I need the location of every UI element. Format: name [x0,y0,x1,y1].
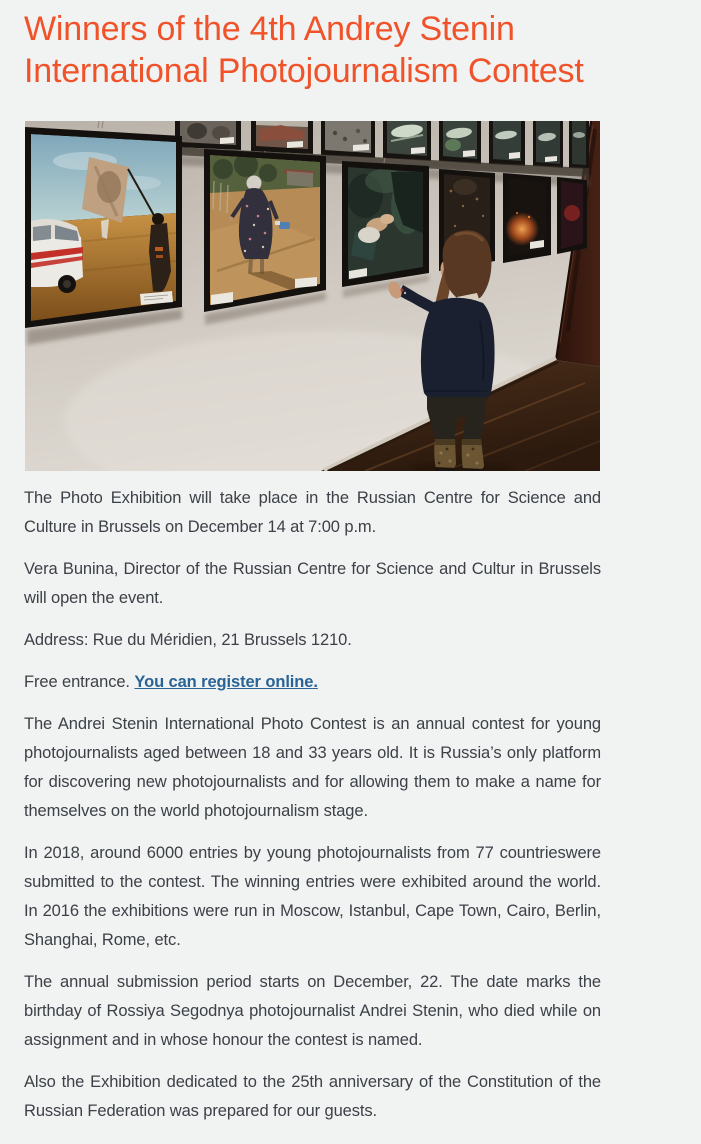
article-body [24,484,601,1126]
paragraph-address: Address: Rue du Méridien, 21 Brussels 1210. [24,631,352,649]
paragraph-opening: Vera Bunina, Director of the Russian Centre for Science and Cultur in Brussels will open the event. [24,560,601,607]
framed-photo-ambulance-field [25,127,182,328]
paragraph-contest-about: The Andrei Stenin International Photo Contest is an annual contest for young photojournalists aged between 18 and 33 years old. It is Russia’s only platform for discovering new photojournalists and for allowing them to make a name for themselves on the world photojournalism stage. [24,715,601,820]
paragraph-submission-period: The annual submission period starts on December, 22. The date marks the birthday of Rossiya Segodnya photojournalist Andrei Stenin, who died while on assignment and in whose honour the contest is named. [24,973,601,1049]
gallery-exhibition-scene [24,121,601,471]
paragraph-constitution: Also the Exhibition dedicated to the 25th anniversary of the Constitution of the Russian Federation was prepared for our guests. [24,1073,601,1120]
paragraph-entries: In 2018, around 6000 entries by young photojournalists from 77 countrieswere submitted to the contest. The winning entries were exhibited around the world. In 2016 the exhibitions were run in Moscow, Istanbul, Cape Town, Cairo, Berlin, Shanghai, Rome, etc. [24,844,601,949]
page-title: Winners of the 4th Andrey Stenin International Photojournalism Contest [24,10,584,90]
free-entrance-text: Free entrance. [24,673,135,691]
register-online-link[interactable]: You can register online. [134,673,318,691]
paragraph-exhibition-info: The Photo Exhibition will take place in the Russian Centre for Science and Culture in Brussels on December 14 at 7:00 p.m. [24,489,601,536]
framed-photo-elderly-woman [204,149,326,312]
framed-photo-hands [342,161,429,287]
paragraph-registration [24,668,601,697]
article-page [0,8,701,1126]
article-photo [24,121,601,471]
framed-photo-dark-red [557,177,587,254]
framed-photo-fire [503,173,551,263]
